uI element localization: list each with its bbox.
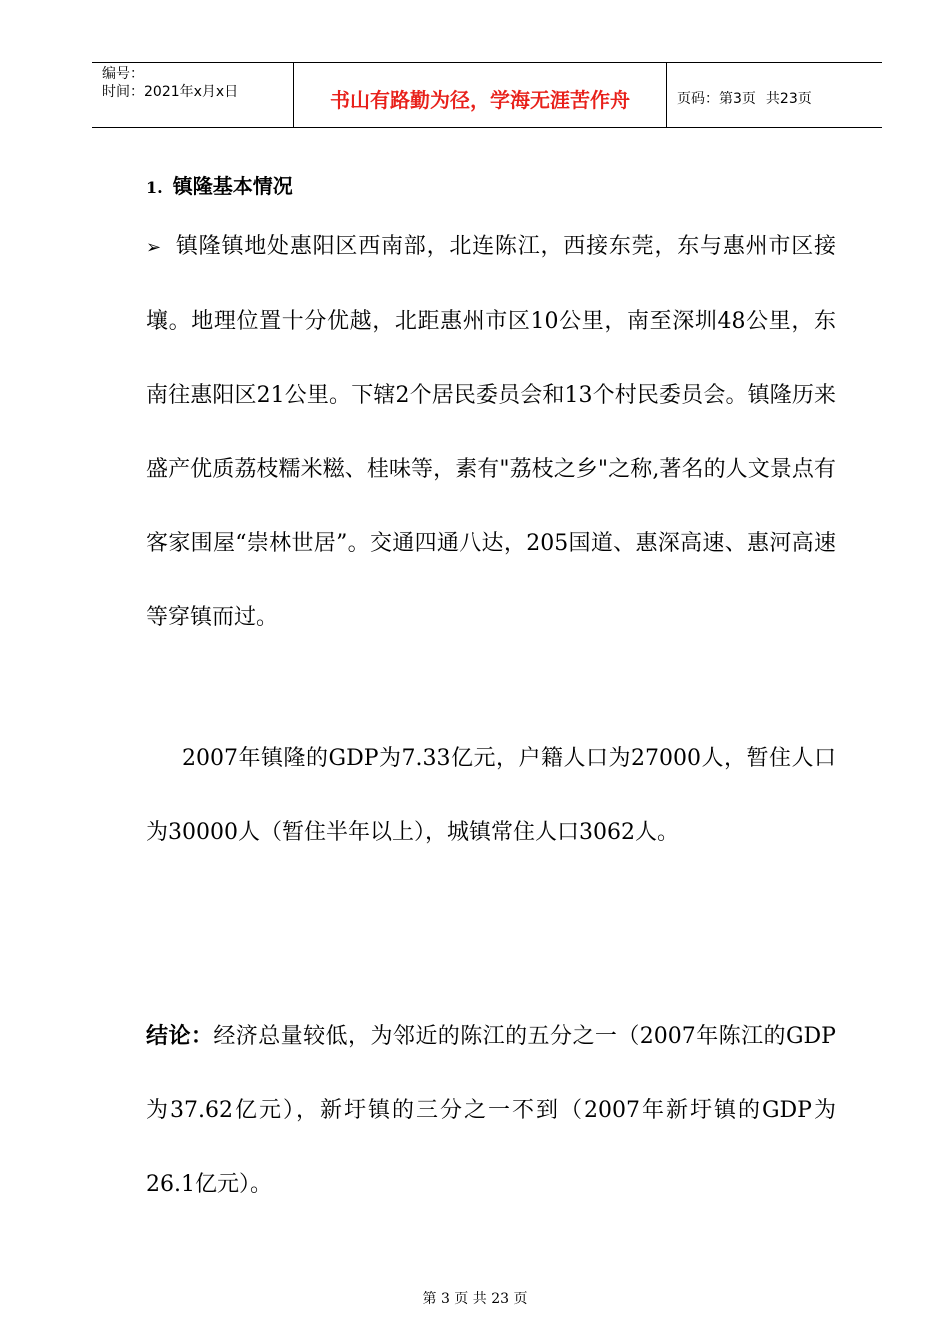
section-heading: [146, 170, 293, 199]
total-pages-label: 共23页: [765, 91, 812, 107]
section-number: 1.: [146, 178, 163, 197]
conclusion-paragraph: [146, 1000, 836, 1222]
intro-text: 镇隆镇地处惠阳区西南部，北连陈江，西接东莞，东与惠州市区接壤。地理位置十分优越，北距惠州市区10公里，南至深圳48公里，东南往惠阳区21公里。下辖2个居民委员会和13个村民委员会。镇隆历来盛产优质荔枝糯米糍、桂味等，素有"荔枝之乡"之称,著名的人文景点有客家围屋“崇林世居”。交通四通八达，205国道、惠深高速、惠河高速等穿镇而过。: [146, 234, 836, 630]
stats-paragraph: 2007年镇隆的GDP为7.33亿元，户籍人口为27000人，暂住人口为30000人（暂住半年以上），城镇常住人口3062人。: [146, 746, 836, 845]
header-meta: [92, 63, 294, 127]
serial-label: 编号：: [102, 66, 144, 82]
header-page-info: [667, 63, 882, 127]
time-label: 时间：2021年x月x日: [102, 84, 239, 100]
header-motto: 书山有路勤为径，学海无涯苦作舟: [294, 63, 667, 127]
conclusion-label: 结论：: [146, 1024, 214, 1049]
page-footer: 第 3 页 共 23 页: [422, 1291, 528, 1307]
arrowhead-bullet-icon: ➢: [146, 237, 162, 258]
page-header: [92, 62, 882, 128]
intro-paragraph: [146, 210, 836, 655]
section-title: 镇隆基本情况: [172, 174, 293, 198]
page-number-label: 页码：第3页: [677, 91, 756, 107]
conclusion-text: 经济总量较低，为邻近的陈江的五分之一（2007年陈江的GDP为37.62亿元），新圩镇的三分之一不到（2007年新圩镇的GDP为26.1亿元）。: [146, 1024, 836, 1197]
